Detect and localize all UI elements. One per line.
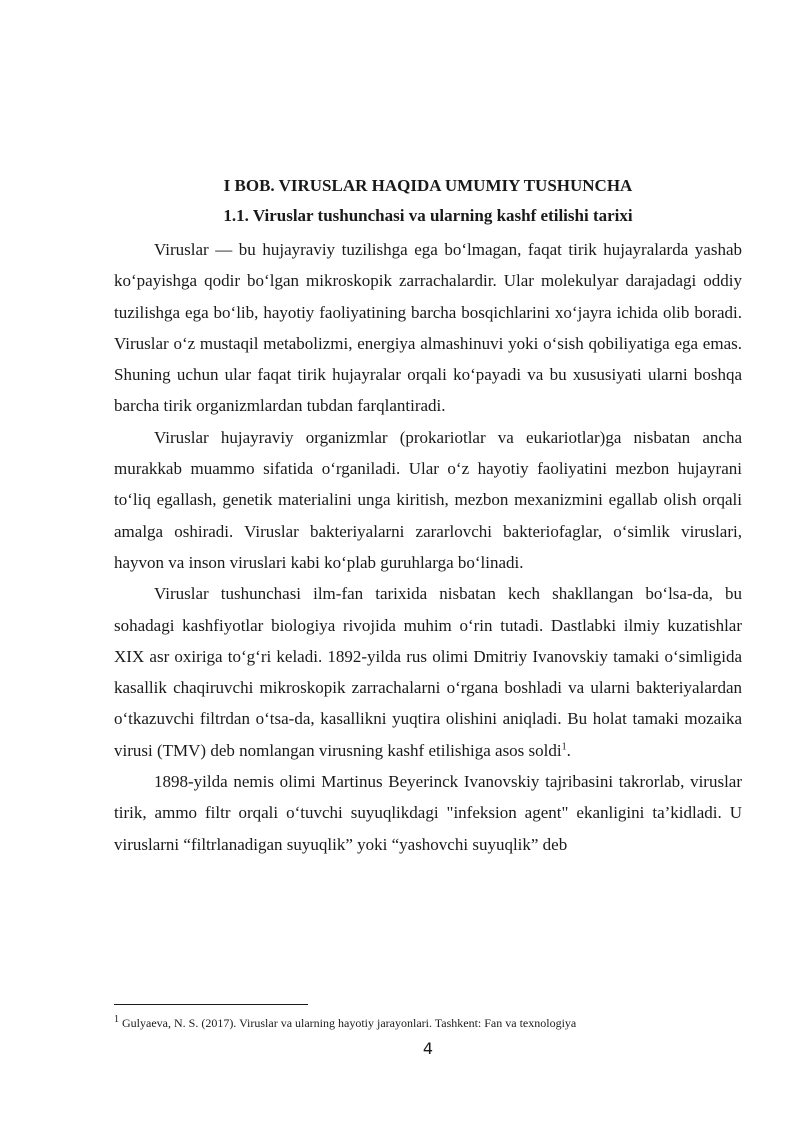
footnote-text: Gulyaeva, N. S. (2017). Viruslar va ularning hayotiy jarayonlari. Tashkent: Fan va texnologiya [119, 1016, 577, 1030]
footnote [114, 1014, 742, 1032]
footnote-marker: 1 [114, 1014, 119, 1025]
section-title: 1.1. Viruslar tushunchasi va ularning kashf etilishi tarixi [223, 206, 633, 225]
page-number: 4 [422, 1039, 434, 1058]
paragraph-3-text: Viruslar tushunchasi ilm-fan tarixida nisbatan kech shakllangan bo‘lsa-da, bu sohadagi kashfiyotlar biologiya rivojida muhim o‘rin tutadi. Dastlabki ilmiy kuzatishlar XIX asr oxiriga to‘g‘ri keladi. 1892-yilda rus olimi Dmitriy Ivanovskiy tamaki o‘simligida kasallik chaqiruvchi mikroskopik zarrachalarni o‘rgana boshladi va ularni bakteriyalardan o‘tkazuvchi filtrdan o‘tsa-da, kasallikni yuqtira olishini aniqladi. Bu holat tamaki mozaika virusi (TMV) deb nomlangan virusning kashf etilishiga asos soldi [114, 584, 742, 760]
footnote-reference[interactable]: 1 [561, 741, 567, 753]
chapter-title: I BOB. VIRUSLAR HAQIDA UMUMIY TUSHUNCHA [223, 176, 633, 195]
footnote-separator [114, 1004, 308, 1005]
paragraph-3-end: . [566, 740, 571, 760]
paragraph-2: Viruslar hujayraviy organizmlar (prokariotlar va eukariotlar)ga nisbatan ancha murakkab muammo sifatida o‘rganiladi. Ular o‘z hayotiy faoliyatini mezbon hujayrani to‘liq egallash, genetik materialini unga kiritish, mezbon mexanizmini egallab olish orqali amalga oshiradi. Viruslar bakteriyalarni zararlovchi bakteriofaglar, o‘simlik viruslari, hayvon va inson viruslari kabi ko‘plab guruhlarga bo‘linadi. [114, 427, 742, 572]
paragraph-4: 1898-yilda nemis olimi Martinus Beyerinck Ivanovskiy tajribasini takrorlab, viruslar tirik, ammo filtr orqali o‘tuvchi suyuqlikdagi "infeksion agent" ekanligini ta’kidladi. U viruslarni “filtrlanadigan suyuqlik” yoki “yashovchi suyuqlik” deb [114, 772, 742, 854]
body-text [114, 234, 742, 860]
paragraph-1: Viruslar — bu hujayraviy tuzilishga ega bo‘lmagan, faqat tirik hujayralarda yashab ko‘payishga qodir bo‘lgan mikroskopik zarrachalardir. Ular molekulyar darajadagi oddiy tuzilishga ega bo‘lib, hayotiy faoliyatining barcha bosqichlarini xo‘jayra ichida olib boradi. Viruslar o‘z mustaqil metabolizmi, energiya almashinuvi yoki o‘sish qobiliyatiga ega emas. Shuning uchun ular faqat tirik hujayralar orqali ko‘payadi va bu xususiyati ularni boshqa barcha tirik organizmlardan tubdan farqlantiradi. [114, 240, 742, 416]
paragraph-3 [114, 578, 742, 766]
